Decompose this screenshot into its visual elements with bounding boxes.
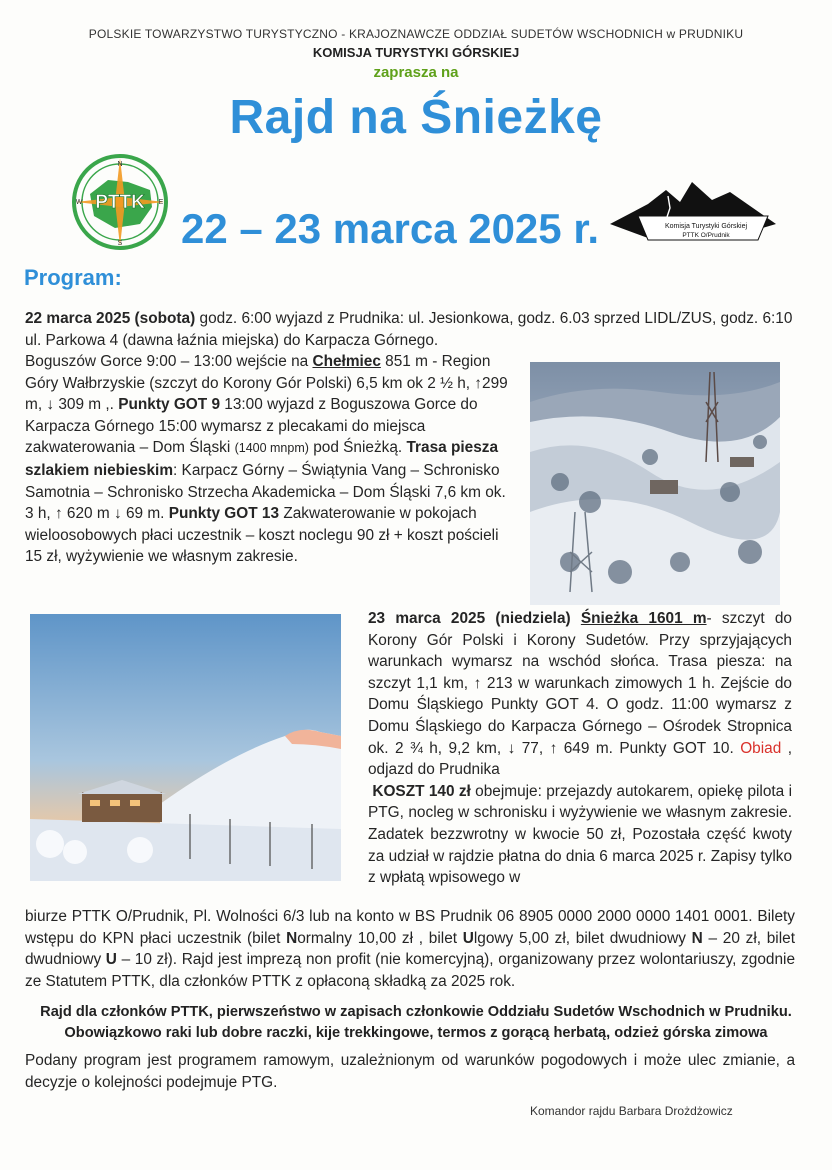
pttk-logo xyxy=(70,152,170,252)
altitude-note: (1400 mnpm) xyxy=(234,441,309,456)
got9-points: Punkty GOT 9 xyxy=(118,396,221,414)
ticket-2day-normal-initial: N xyxy=(691,929,703,947)
day1-heading: 22 marca 2025 (sobota) xyxy=(25,310,196,327)
members-priority-note: Rajd dla członków PTTK, pierwszeństwo w zapisach członkowie Oddziału Sudetów Wschodnich w Prudniku. xyxy=(40,1004,792,1020)
compass-s: S xyxy=(117,240,123,247)
day2-details xyxy=(368,608,792,889)
event-dates: 22 – 23 marca 2025 r. xyxy=(180,205,600,252)
sniezka-peak: Śnieżka 1601 m xyxy=(580,610,707,627)
organization-line: POLSKIE TOWARZYSTWO TURYSTYCZNO - KRAJOZNAWCZE ODDZIAŁ SUDETÓW WSCHODNICH w PRUDNIKU xyxy=(88,27,744,41)
commission-name: KOMISJA TURYSTYKI GÓRSKIEJ xyxy=(312,45,520,60)
day1-intro xyxy=(25,308,795,351)
ticket-normal-initial: N xyxy=(286,929,298,947)
cost-label: KOSZT 140 zł xyxy=(372,782,471,800)
ticket-2day-reduced-initial: U xyxy=(105,951,117,969)
ktg-logo-line2: PTTK O/Prudnik xyxy=(682,232,730,239)
day1-text-c: 13:00 wyjazd z Boguszowa Gorce do Karpacza Górnego 15:00 wymarsz z plecakami do miejsca zakwaterowania – Dom Śląski xyxy=(25,396,478,457)
day1-departure: godz. 6:00 wyjazd z Prudnika: ul. Jesionkowa, godz. 6.03 sprzed LIDL/ZUS, godz. 6:10 ul. Parkowa 4 (dawna łaźnia miejska) do Karpacza Górnego. xyxy=(25,310,793,349)
page-title: Rajd na Śnieżkę xyxy=(229,91,603,144)
cont-text-mid: – 20 zł, bilet dwudniowy xyxy=(25,929,795,969)
got13-points: Punkty GOT 13 xyxy=(168,505,280,523)
day2-text-c: obejmuje: przejazdy autokarem, opiekę pilota i PTG, nocleg w schronisku i wyżywienie we własnym zakresie. Zadatek bezzwrotny w kwocie 50 zł, Pozostała część kwoty za udział w rajdzie płatna do dnia 6 marca 2025 r. Zapisy tylko z wpłatą wpisowego w xyxy=(368,782,792,887)
compass-e: E xyxy=(158,199,164,206)
ktg-logo xyxy=(608,176,778,256)
program-disclaimer: Podany program jest programem ramowym, uzależnionym od warunków pogodowych i może ulec zmianie, a decyzje o kolejności podejmuje PTG. xyxy=(25,1052,795,1091)
cont-text-normal: ormalny 10,00 zł , bilet xyxy=(297,929,463,947)
trail-label: Trasa piesza szlakiem niebieskim xyxy=(25,439,499,479)
winter-forest-photo xyxy=(530,362,780,605)
pttk-logo-text: PTTK xyxy=(95,192,145,213)
cont-text-end: – 10 zł). Rajd jest imprezą non profit (nie komercyjną), organizowany przez wolontariuszy, zgodnie ze Statutem PTTK, dla członków PTTK z opłaconą składką za 2025 rok. xyxy=(25,951,796,990)
chelmiec-peak: Chełmiec xyxy=(312,353,381,370)
day1-text-f: Zakwaterowanie w pokojach wieloosobowych płaci uczestnik – koszt noclegu 90 zł + koszt pościeli 15 zł, wyżywienie we własnym zakresie. xyxy=(25,505,499,566)
ktg-logo-line1: Komisja Turystyki Górskiej xyxy=(664,223,748,230)
registration-info xyxy=(25,906,795,992)
day2-heading: 23 marca 2025 (niedziela) xyxy=(368,610,581,627)
day2-text-b: , odjazd do Prudnika xyxy=(368,739,792,779)
signature: Komandor rajdu Barbara Drożdżowicz xyxy=(530,1104,733,1118)
ticket-reduced-initial: U xyxy=(462,929,474,947)
obiad-label: Obiad xyxy=(740,739,782,757)
invite-text: zaprasza na xyxy=(373,64,459,81)
important-notes xyxy=(0,1002,832,1044)
program-heading: Program: xyxy=(24,265,122,290)
equipment-note: Obowiązkowo raki lub dobre raczki, kije trekkingowe, termos z gorącą herbatą, odzież górska zimowa xyxy=(64,1025,768,1041)
day1-text-a: Boguszów Gorce 9:00 – 13:00 wejście na xyxy=(25,353,313,370)
cont-text-a: biurze PTTK O/Prudnik, Pl. Wolności 6/3 lub na konto w BS Prudnik 06 8905 0000 2000 0000 1401 0001. Bilety wstępu do KPN płaci uczestnik (bilet xyxy=(25,908,795,947)
day2-text-a: - szczyt do Korony Gór Polski i Korony Sudetów. Przy sprzyjających warunkach wymarsz na wschód słońca. Trasa piesza: na szczyt 1,1 km, ↑ 213 w warunkach zimowych 1 h. Zejście do Domu Śląskiego Punkty GOT 4. O godz. 11:00 wymarsz z Domu Śląskiego do Karpacza Górnego – Ośrodek Stropnica ok. 2 ¾ h, 9,2 km, ↓ 77, ↑ 649 m. Punkty GOT 10. xyxy=(368,610,792,757)
dom-slaski-photo xyxy=(30,614,341,881)
compass-w: W xyxy=(75,199,83,206)
day1-text-e: : Karpacz Górny – Świątynia Vang – Schronisko Samotnia – Schronisko Strzecha Akademicka – Dom Śląski 7,6 km ok. 3 h, ↑ 620 m ↓ 69 m. xyxy=(25,461,506,523)
day1-details xyxy=(25,351,513,568)
day1-text-b: 851 m - Region Góry Wałbrzyskie (szczyt do Korony Gór Polski) 6,5 km ok 2 ½ h, ↑299 m, ↓ 309 m ,. xyxy=(25,353,508,414)
day1-text-d: pod Śnieżką. xyxy=(308,439,407,457)
cont-text-reduced: lgowy 5,00 zł, bilet dwudniowy xyxy=(473,929,692,947)
compass-n: N xyxy=(117,161,123,168)
